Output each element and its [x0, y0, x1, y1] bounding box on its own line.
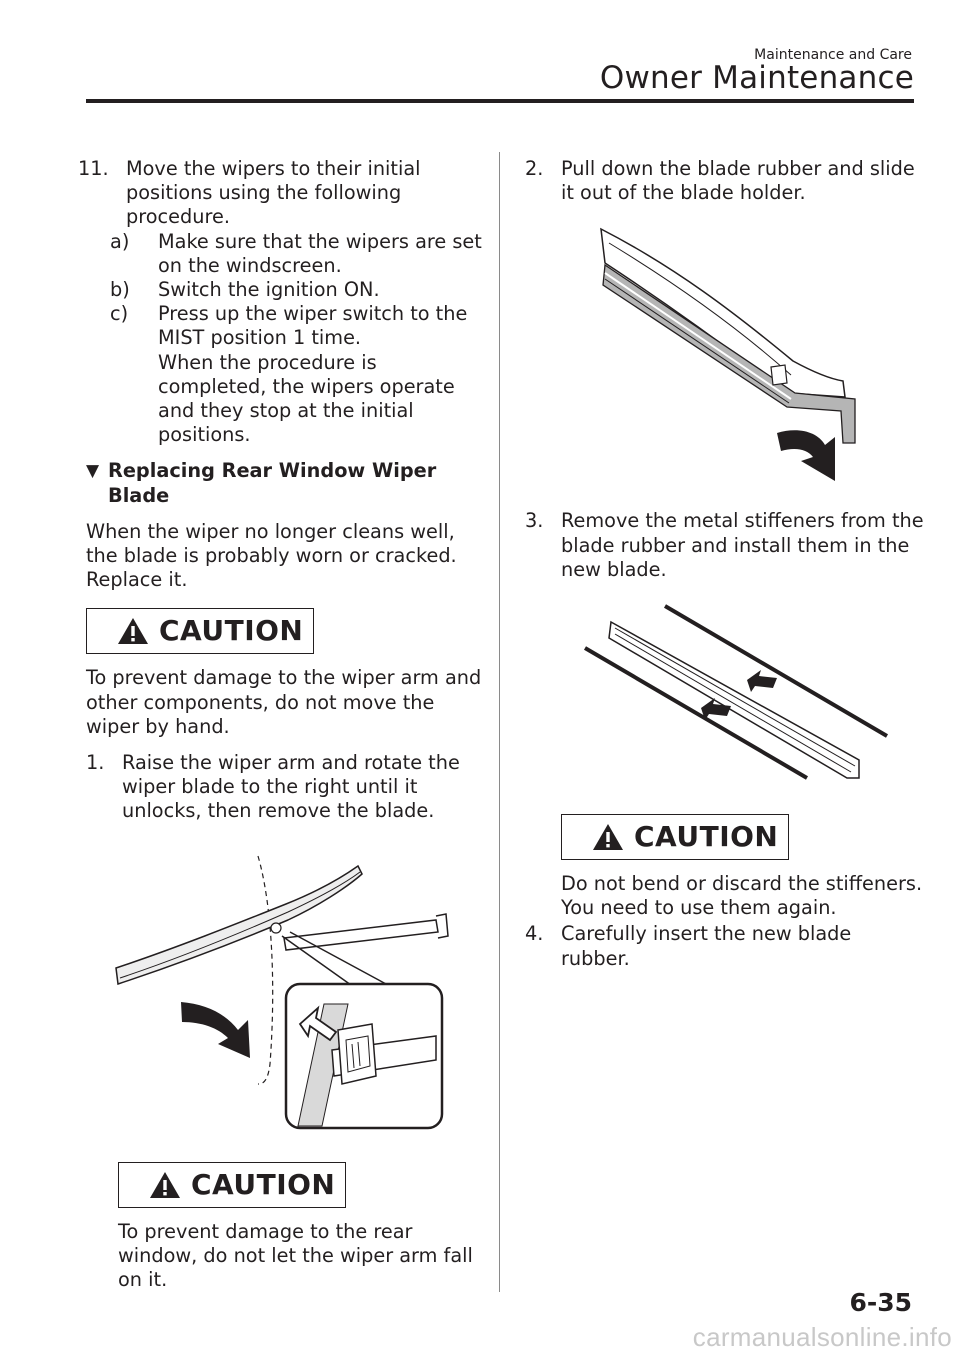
header-section-label: Maintenance and Care — [754, 47, 912, 63]
page-number: 6-35 — [849, 1288, 912, 1317]
substep-note: When the procedure is completed, the wipers operate and they stop at the initial positions. — [158, 350, 455, 447]
substep-c — [110, 302, 482, 447]
substep-b — [110, 278, 482, 302]
left-column — [78, 157, 482, 1292]
step-number: 2. — [525, 157, 544, 180]
heading-text: Replacing Rear Window Wiper Blade — [108, 459, 437, 507]
caution-3-box-wrap — [525, 814, 925, 860]
substep-letter: b) — [110, 278, 130, 302]
step-number: 4. — [525, 922, 544, 946]
caution-2-box-wrap — [86, 1162, 482, 1208]
step-text: Raise the wiper arm and rotate the wiper blade to the right until it unlocks, then remove the blade. — [122, 751, 460, 823]
caution-box — [118, 1162, 346, 1208]
step-text: Carefully insert the new blade rubber. — [561, 922, 852, 970]
caution-1-box-wrap — [86, 608, 482, 654]
caution-2-text: To prevent damage to the rear window, do not let the wiper arm fall on it. — [118, 1219, 473, 1292]
header-title: Owner Maintenance — [599, 60, 914, 96]
step-11 — [78, 157, 482, 447]
substep-a — [110, 229, 482, 278]
step-number: 3. — [525, 509, 544, 533]
warning-icon — [592, 823, 624, 851]
heading-marker: ▼ — [86, 461, 100, 482]
substep-text: Press up the wiper switch to the MIST position 1 time. — [158, 302, 468, 350]
caution-3-text: Do not bend or discard the stiffeners. You need to use them again. — [561, 872, 923, 920]
substep-text: Make sure that the wipers are set on the windscreen. — [158, 229, 482, 277]
right-column — [525, 157, 925, 971]
step-1 — [86, 751, 482, 824]
substep-text: Switch the ignition ON. — [158, 278, 380, 302]
watermark: carmanualsonline.info — [692, 1322, 952, 1352]
step-text: Remove the metal stiffeners from the blade rubber and install them in the new blade. — [561, 509, 924, 581]
header-rule — [86, 99, 914, 103]
step-number: 1. — [86, 751, 105, 775]
step-3 — [525, 509, 925, 582]
caution-label: CAUTION — [159, 614, 304, 648]
caution-box — [561, 814, 789, 860]
warning-icon — [149, 1171, 181, 1199]
wiper-arm-removal-illustration — [86, 844, 482, 1144]
caution-box — [86, 608, 314, 654]
step-text: Move the wipers to their initial positions using the following procedure. — [126, 157, 421, 229]
metal-stiffeners-illustration — [525, 598, 925, 798]
caution-label: CAUTION — [634, 820, 779, 854]
substep-letter: a) — [110, 229, 130, 253]
intro-paragraph: When the wiper no longer cleans well, the blade is probably worn or cracked. Replace it. — [86, 519, 457, 592]
blade-rubber-removal-illustration — [525, 223, 925, 495]
step-2 — [525, 157, 925, 205]
caution-label: CAUTION — [191, 1167, 336, 1201]
step-number: 11. — [78, 157, 109, 180]
step-text: Pull down the blade rubber and slide it out of the blade holder. — [561, 157, 915, 205]
caution-1-text: To prevent damage to the wiper arm and other components, do not move the wiper by hand. — [86, 666, 482, 738]
step-4 — [525, 922, 925, 970]
warning-icon — [117, 617, 149, 645]
section-heading — [86, 459, 482, 507]
substep-letter: c) — [110, 302, 129, 326]
column-divider — [499, 152, 500, 1292]
